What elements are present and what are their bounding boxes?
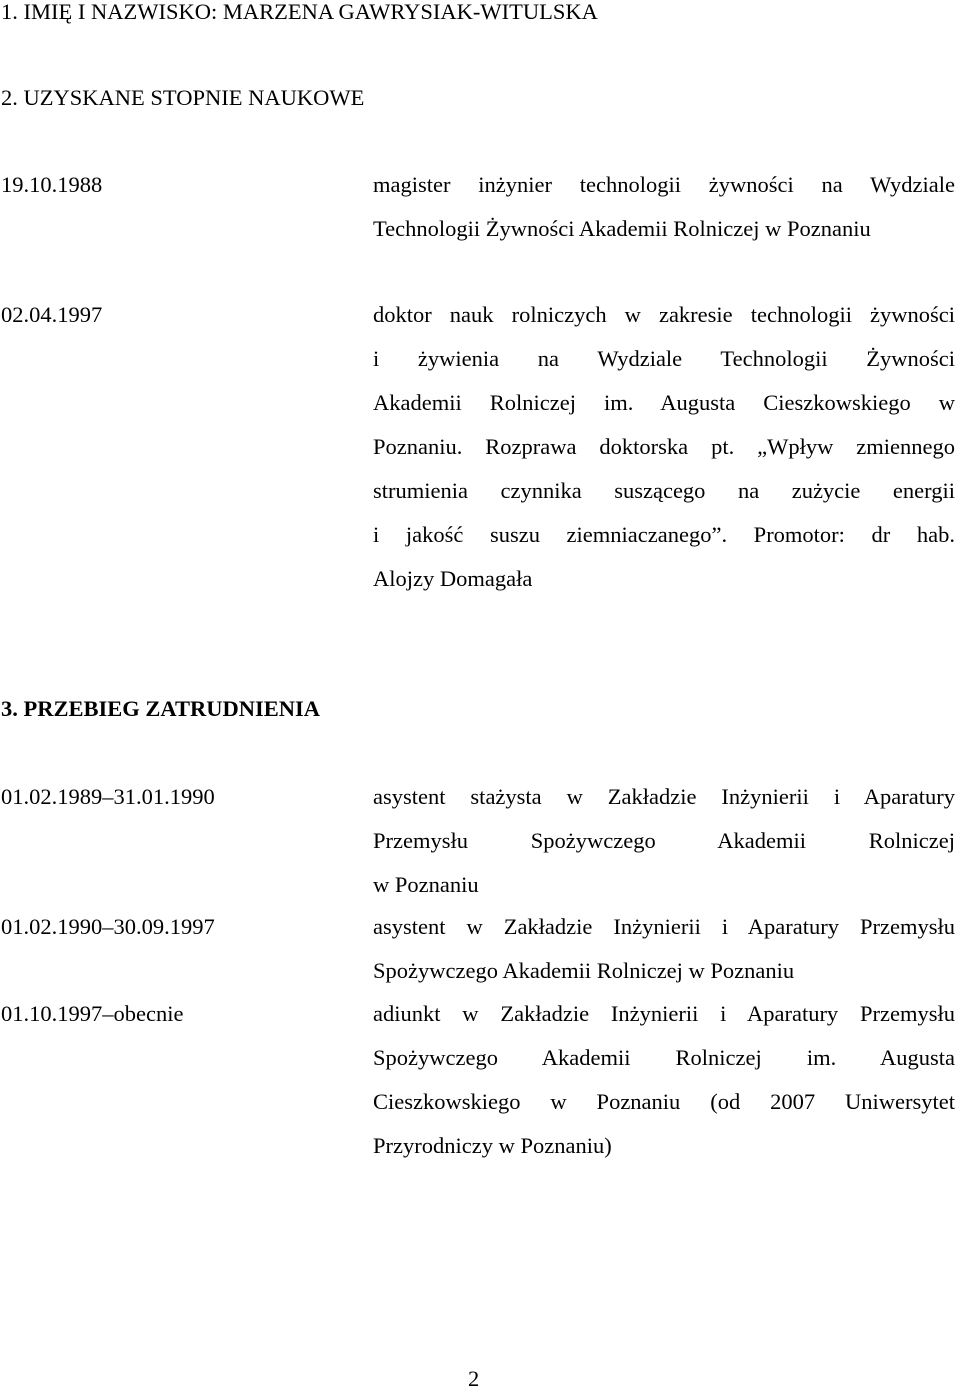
- section-2-heading: 2. UZYSKANE STOPNIE NAUKOWE: [1, 85, 365, 110]
- degree-1-date: 19.10.1988: [1, 172, 103, 197]
- employment-3-line-4: Przyrodniczy w Poznaniu): [373, 1133, 612, 1158]
- degree-2-line-6: i jakość suszu ziemniaczanego”. Promotor: dr hab.: [373, 522, 955, 547]
- section-1-heading: 1. IMIĘ I NAZWISKO: MARZENA GAWRYSIAK-WITULSKA: [1, 0, 598, 24]
- page-number: 2: [468, 1366, 480, 1391]
- degree-2-line-4: Poznaniu. Rozprawa doktorska pt. „Wpływ zmiennego: [373, 434, 955, 459]
- employment-3-line-2: Spożywczego Akademii Rolniczej im. Augusta: [373, 1045, 955, 1070]
- degree-1-line-1: magister inżynier technologii żywności na Wydziale: [373, 172, 955, 197]
- section-3-heading: 3. PRZEBIEG ZATRUDNIENIA: [1, 696, 321, 721]
- degree-2-description: [373, 293, 955, 601]
- degree-2-line-5: strumienia czynnika suszącego na zużycie energii: [373, 478, 955, 503]
- employment-3-line-3: Cieszkowskiego w Poznaniu (od 2007 Uniwersytet: [373, 1089, 955, 1114]
- degree-2-line-7: Alojzy Domagała: [373, 566, 533, 591]
- employment-1-line-2: Przemysłu Spożywczego Akademii Rolniczej: [373, 828, 955, 853]
- employment-1-line-3: w Poznaniu: [373, 872, 479, 897]
- employment-3-description: [373, 992, 955, 1168]
- degree-1-description: [373, 163, 955, 251]
- employment-1-line-1: asystent stażysta w Zakładzie Inżynierii i Aparatury: [373, 784, 955, 809]
- degree-2-line-1: doktor nauk rolniczych w zakresie technologii żywności: [373, 302, 955, 327]
- employment-1-date: 01.02.1989–31.01.1990: [1, 784, 215, 809]
- employment-2-date: 01.02.1990–30.09.1997: [1, 914, 215, 939]
- employment-2-line-2: Spożywczego Akademii Rolniczej w Poznaniu: [373, 958, 795, 983]
- degree-2-date: 02.04.1997: [1, 302, 103, 327]
- degree-2-line-2: i żywienia na Wydziale Technologii Żywności: [373, 346, 955, 371]
- degree-2-line-3: Akademii Rolniczej im. Augusta Cieszkowskiego w: [373, 390, 955, 415]
- employment-1-description: [373, 775, 955, 907]
- employment-2-line-1: asystent w Zakładzie Inżynierii i Aparatury Przemysłu: [373, 914, 955, 939]
- employment-3-line-1: adiunkt w Zakładzie Inżynierii i Aparatury Przemysłu: [373, 1001, 955, 1026]
- degree-1-line-2: Technologii Żywności Akademii Rolniczej w Poznaniu: [373, 216, 871, 241]
- employment-3-date: 01.10.1997–obecnie: [1, 1001, 184, 1026]
- employment-2-description: [373, 905, 955, 993]
